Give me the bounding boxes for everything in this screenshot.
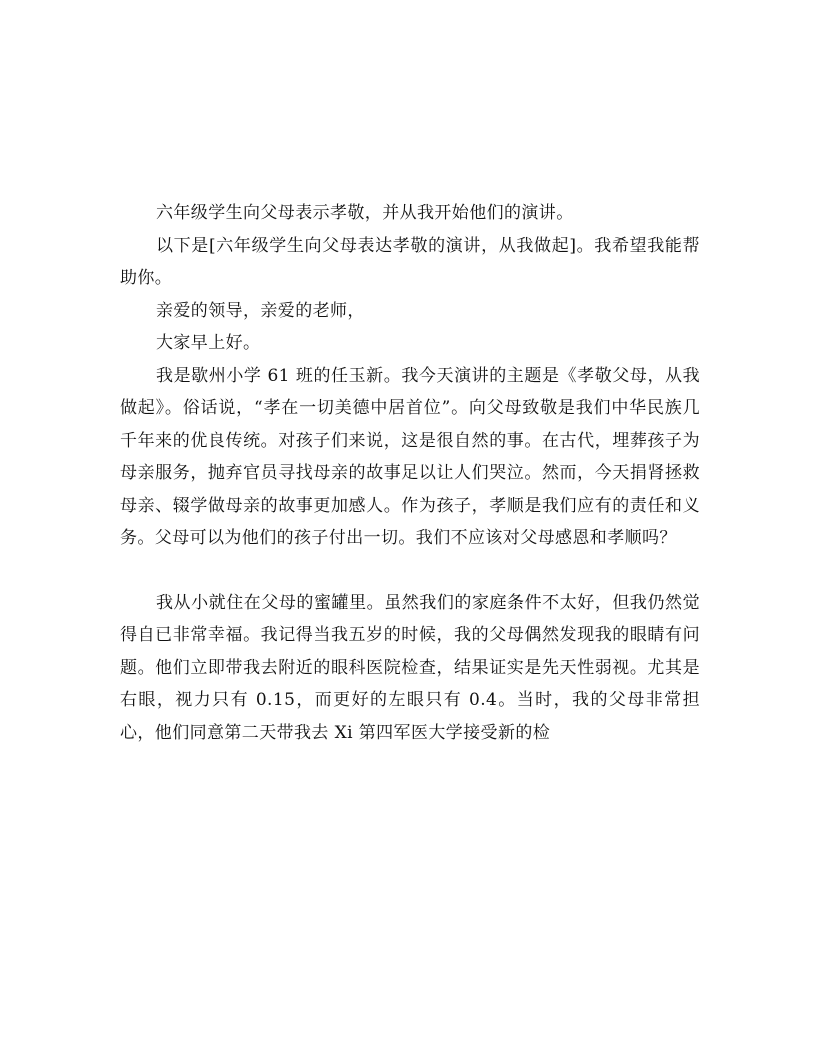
paragraph-spacer xyxy=(120,555,700,587)
document-body xyxy=(120,197,700,749)
paragraph-title: 六年级学生向父母表示孝敬，并从我开始他们的演讲。 xyxy=(156,203,574,223)
paragraph-intro: 以下是[六年级学生向父母表达孝敬的演讲，从我做起]。我希望我能帮助你。 xyxy=(120,235,700,288)
paragraph-greeting: 大家早上好。 xyxy=(156,333,261,353)
paragraph-salutation: 亲爱的领导，亲爱的老师， xyxy=(156,300,365,321)
paragraph-body-1: 我是歇州小学 61 班的任玉新。我今天演讲的主题是《孝敬父母，从我做起》。俗话说，“孝在一切美德中居首位”。向父母致敬是我们中华民族几千年来的优良传统。对孩子们来说，这是很自然的事。在古代，埋葬孩子为母亲服务，抛弃官员寻找母亲的故事足以让人们哭泣。然而，今天捐肾拯救母亲、辍学做母亲的故事更加感人。作为孩子，孝顺是我们应有的责任和义务。父母可以为他们的孩子付出一切。我们不应该对父母感恩和孝顺吗？ xyxy=(120,365,700,548)
paragraph-body-2: 我从小就住在父母的蜜罐里。虽然我们的家庭条件不太好，但我仍然觉得自已非常幸福。我记得当我五岁的时候，我的父母偶然发现我的眼睛有问题。他们立即带我去附近的眼科医院检查，结果证实是先天性弱视。尤其是右眼，视力只有 0.15，而更好的左眼只有 0.4。当时，我的父母非常担心，他们同意第二天带我去 Xi 第四军医大学接受新的检 xyxy=(120,592,700,743)
